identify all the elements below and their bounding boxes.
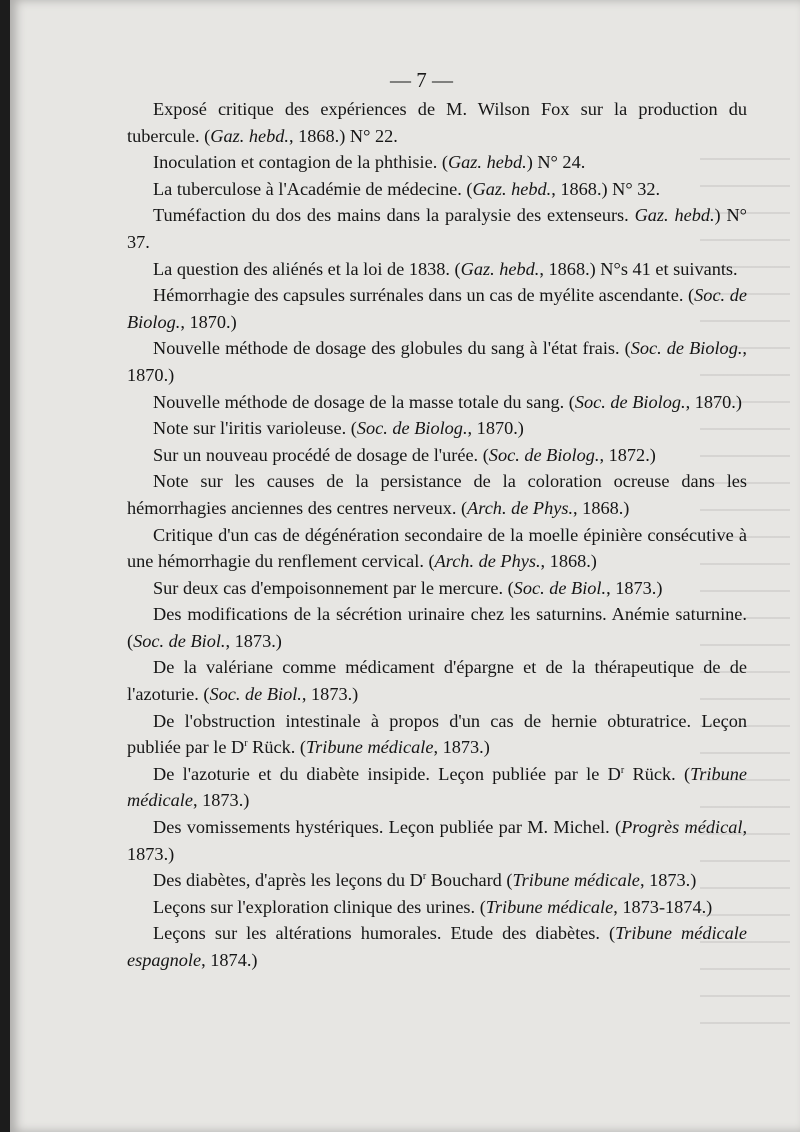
bibliography-entry: Inoculation et contagion de la phthisie. (Gaz. hebd.) N° 24. (153, 152, 586, 173)
bibliography-entry: La tuberculose à l'Académie de médecine. (Gaz. hebd., 1868.) N° 32. (153, 178, 661, 199)
bibliography-entry: Leçons sur les altérations humorales. Etude des diabètes. (Tribune médicale espagnole, 1874.) (127, 923, 747, 970)
bibliography-list (127, 96, 747, 974)
bibliography-entry: Sur un nouveau procédé de dosage de l'urée. (Soc. de Biolog., 1872.) (153, 444, 656, 465)
bibliography-entry: Critique d'un cas de dégénération secondaire de la moelle épinière consécutive à une hémorrhagie du renflement cervical. (Arch. de Phys., 1868.) (127, 524, 747, 572)
bibliography-entry: De l'azoturie et du diabète insipide. Leçon publiée par le $D^r$ Rück. (Tribune médicale, 1873.) (127, 763, 747, 811)
bibliography-entry: Des vomissements hystériques. Leçon publiée par M. Michel. (Progrès médical, 1873.) (127, 817, 748, 864)
bibliography-entry: Des modifications de la sécrétion urinaire chez les saturnins. Anémie saturnine. (Soc. de Biol., 1873.) (127, 604, 747, 651)
bibliography-entry: Sur deux cas d'empoisonnement par le mercure. (Soc. de Biol., 1873.) (153, 577, 663, 598)
bibliography-entry: Des diabètes, d'après les leçons du $D^r$ Bouchard (Tribune médicale, 1873.) (153, 870, 697, 891)
bibliography-entry: Leçons sur l'exploration clinique des urines. (Tribune médicale, 1873-1874.) (153, 896, 713, 917)
page (10, 0, 800, 1132)
bibliography-entry: De l'obstruction intestinale à propos d'un cas de hernie obturatrice. Leçon publiée par le $D^r$ Rück. (Tribune médicale, 1873.) (127, 710, 747, 758)
bibliography-entry: Hémorrhagie des capsules surrénales dans un cas de myélite ascendante. (Soc. de Biolog., 1870.) (127, 285, 748, 332)
bibliography-entry: De la valériane comme médicament d'épargne et de la thérapeutique de de l'azoturie. (Soc. de Biol., 1873.) (127, 657, 747, 705)
bibliography-entry: Nouvelle méthode de dosage de la masse totale du sang. (Soc. de Biolog., 1870.) (153, 391, 742, 412)
bibliography-entry: Note sur l'iritis varioleuse. (Soc. de Biolog., 1870.) (153, 418, 524, 439)
bibliography-entry: Note sur les causes de la persistance de la coloration ocreuse dans les hémorrhagies anciennes des centres nerveux. (Arch. de Phys., 1868.) (127, 471, 747, 518)
bibliography-entry: La question des aliénés et la loi de 1838. (Gaz. hebd., 1868.) N°s 41 et suivants. (153, 258, 738, 279)
bibliography-entry: Tuméfaction du dos des mains dans la paralysie des extenseurs. Gaz. hebd.) N° 37. (127, 205, 747, 252)
bibliography-entry: Exposé critique des expériences de M. Wilson Fox sur la production du tubercule. (Gaz. hebd., 1868.) N° 22. (127, 99, 747, 146)
bibliography-entry: Nouvelle méthode de dosage des globules du sang à l'état frais. (Soc. de Biolog., 1870.) (127, 338, 747, 385)
page-number: — 7 — (390, 68, 453, 92)
